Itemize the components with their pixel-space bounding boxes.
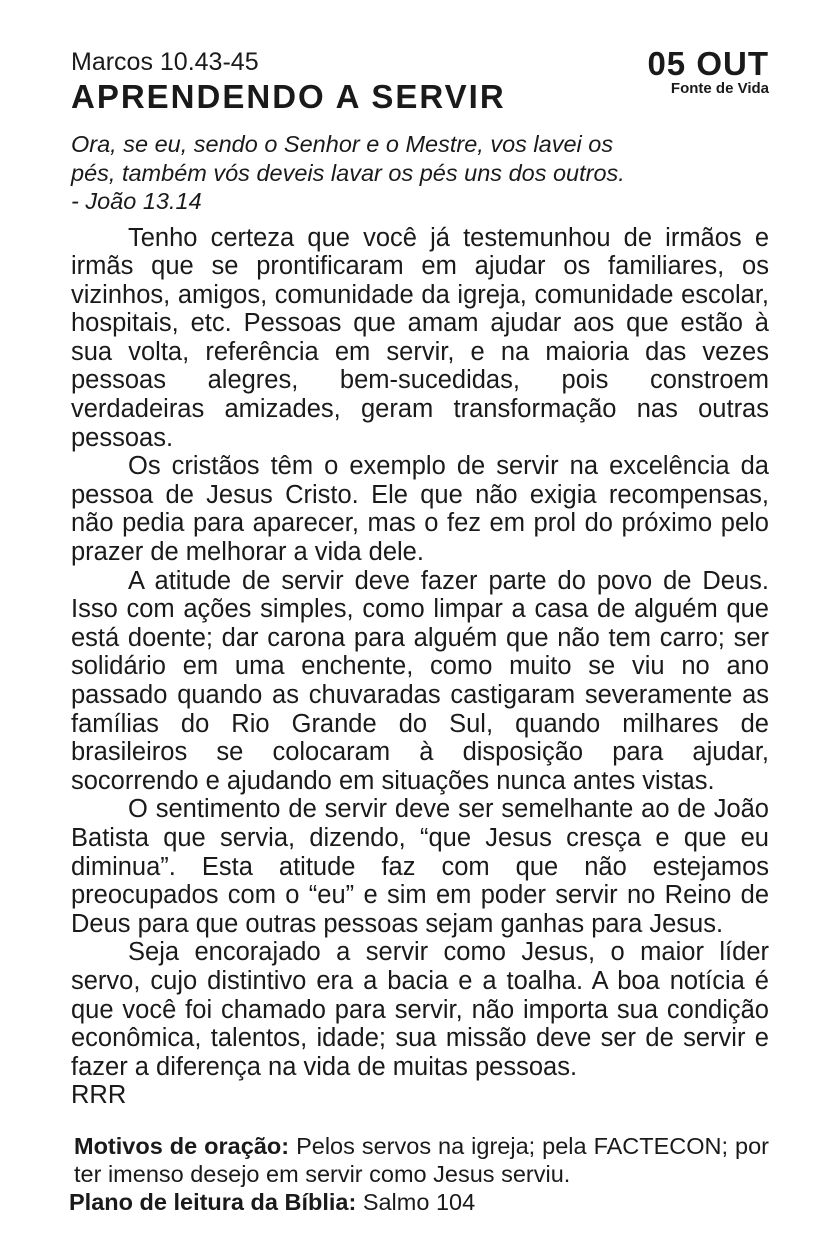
body-paragraph: O sentimento de servir deve ser semelhante ao de João Batista que servia, dizendo, “que Jesus cresça e que eu diminua”. Esta atitude faz com que não estejamos preocupados com o “eu” e sim em poder servir no Reino de Deus para que outras pessoas sejam ganhas para Jesus. (71, 795, 769, 938)
devotional-page (69, 45, 770, 1216)
reading-label: Plano de leitura da Bíblia: (69, 1188, 357, 1215)
body-paragraph: Seja encorajado a servir como Jesus, o maior líder servo, cujo distintivo era a bacia e a toalha. A boa notícia é que você foi chamado para servir, não importa sua condição econômica, talentos, idade; sua missão deve ser de servir e fazer a diferença na vida de muitas pessoas. (71, 938, 769, 1081)
author-signature: RRR (71, 1081, 127, 1110)
devotional-body (71, 224, 769, 1110)
header (71, 45, 769, 115)
key-verse (71, 130, 769, 216)
prayer-label: Motivos de oração: (74, 1132, 290, 1159)
prayer-text: Pelos servos na igreja; pela FACTECON; por ter imenso desejo em servir como Jesus serviu. (74, 1132, 770, 1187)
bible-reference: Marcos 10.43-45 (71, 48, 259, 76)
verse-citation: - João 13.14 (71, 188, 202, 214)
reading-text: Salmo 104 (362, 1188, 476, 1215)
footer (71, 1132, 769, 1216)
prayer-topics (71, 1132, 769, 1188)
reading-plan (69, 1188, 769, 1216)
verse-line: pés, também vós deveis lavar os pés uns dos outros. (71, 159, 625, 186)
page-title: APRENDENDO A SERVIR (71, 78, 506, 115)
verse-line: Ora, se eu, sendo o Senhor e o Mestre, vos lavei os (71, 131, 614, 157)
body-paragraph: Tenho certeza que você já testemunhou de irmãos e irmãs que se prontificaram em ajudar os familiares, os vizinhos, amigos, comunidade da igreja, comunidade escolar, hospitais, etc. Pessoas que amam ajudar aos que estão à sua volta, referência em servir, e na maioria das vezes pessoas alegres, bem-sucedidas, pois constroem verdadeiras amizades, geram transformação nas outras pessoas. (71, 223, 769, 452)
date-label: 05 OUT (647, 45, 769, 82)
body-paragraph: A atitude de servir deve fazer parte do povo de Deus. Isso com ações simples, como limpar a casa de alguém que está doente; dar carona para alguém que não tem carro; ser solidário em uma enchente, como muito se viu no ano passado quando as chuvaradas castigaram severamente as famílias do Rio Grande do Sul, quando milhares de brasileiros se colocaram à disposição para ajudar, socorrendo e ajudando em situações nunca antes vistas. (71, 566, 769, 795)
source-label: Fonte de Vida (670, 80, 769, 97)
body-paragraph: Os cristãos têm o exemplo de servir na excelência da pessoa de Jesus Cristo. Ele que não exigia recompensas, não pedia para aparecer, mas o fez em prol do próximo pelo prazer de melhorar a vida dele. (71, 452, 769, 567)
